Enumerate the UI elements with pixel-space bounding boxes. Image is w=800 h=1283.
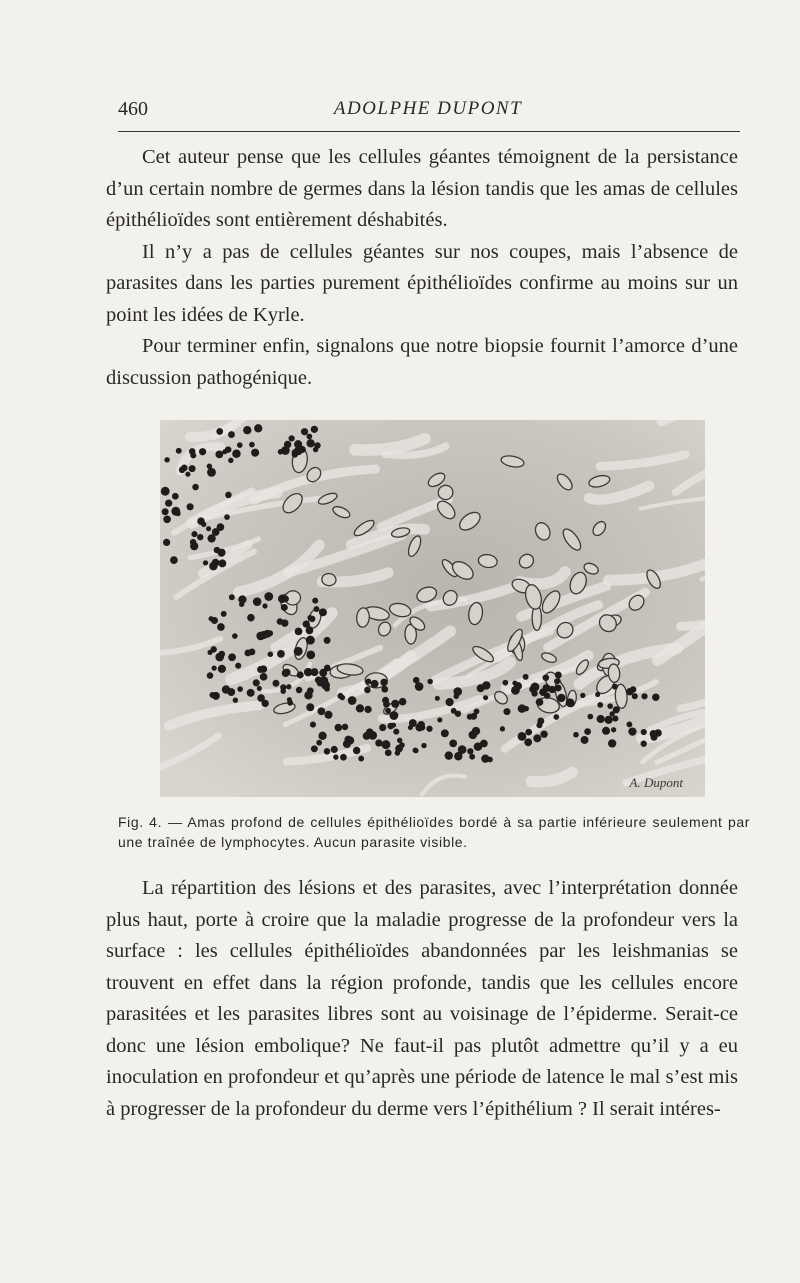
lymphocyte [190, 539, 196, 545]
lymphocyte [458, 745, 467, 754]
paragraph-giant-cells: Cet auteur pense que les cellules géantes témoignent de la persistance d’un certain nombre de germes dans la lésion tandis que les amas de cellules épithélioïdes sont entièrement déshabités. [106, 146, 738, 231]
lymphocyte [249, 442, 255, 448]
histology-illustration [160, 420, 705, 797]
lymphocyte [319, 608, 327, 616]
lymphocyte [385, 749, 392, 756]
lymphocyte [477, 684, 485, 692]
lymphocyte [197, 517, 205, 525]
lymphocyte [626, 688, 633, 695]
lymphocyte [421, 743, 426, 748]
lymphocyte [557, 694, 565, 702]
lymphocyte [216, 428, 223, 435]
lymphocyte [445, 751, 453, 759]
paragraph-pathogenic: Pour terminer enfin, signalons que notre biopsie fournit l’amorce d’une discussion pathogénique. [106, 335, 738, 389]
lymphocyte [218, 665, 226, 673]
lymphocyte [435, 696, 440, 701]
lymphocyte [306, 636, 315, 645]
lymphocyte [215, 450, 223, 458]
lymphocyte [409, 719, 417, 727]
lymphocyte [294, 647, 303, 656]
paragraph-kyrle: Il n’y a pas de cellules géantes sur nos coupes, mais l’absence de parasites dans les parties purement épithélioïdes confirme au moins sur un point les idées de Kyrle. [106, 240, 738, 326]
lymphocyte [304, 668, 312, 676]
lymphocyte [316, 740, 322, 746]
lymphocyte [287, 697, 292, 702]
paragraph-distribution: La répartition des lésions et des parasites, avec l’interprétation donnée plus haut, porte à croire que la maladie progresse de la profondeur vers la surface : les cellules épithélioïdes abandonnées par les leishmanias se trouvent en effet dans la région profonde, tandis que les cellules encore parasitées et les parasites libres sont au voisinage de l’épiderme. Serait-ce donc une lésion embolique? Ne faut-il pas plutôt admettre qu’il y a eu inoculation en profondeur et qu’après une période de latence le mal s’est mis à progresser de la profondeur du derme vers l’épithélium ? Il serait intéres- [106, 877, 738, 1120]
lymphocyte [214, 547, 221, 554]
lymphocyte [383, 701, 390, 708]
lymphocyte [397, 738, 402, 743]
lymphocyte [229, 594, 235, 600]
lymphocyte [306, 434, 312, 440]
histology-figure [160, 420, 705, 797]
lymphocyte [251, 449, 259, 457]
lymphocyte [385, 708, 391, 714]
lymphocyte [357, 704, 364, 711]
lymphocyte [277, 618, 284, 625]
lymphocyte [235, 663, 241, 669]
lymphocyte [469, 754, 475, 760]
lymphocyte [525, 729, 532, 736]
lymphocyte [540, 731, 547, 738]
lymphocyte [613, 706, 620, 713]
lymphocyte [381, 686, 388, 693]
lymphocyte [238, 595, 246, 603]
lymphocyte [224, 514, 230, 520]
lymphocyte [399, 698, 407, 706]
lymphocyte [310, 722, 316, 728]
lymphocyte [531, 683, 540, 692]
lymphocyte [260, 673, 268, 681]
lymphocyte [228, 431, 235, 438]
lymphocyte [162, 508, 169, 515]
lymphocyte [483, 695, 488, 700]
lymphocyte [446, 698, 454, 706]
lymphocyte [221, 611, 227, 617]
lymphocyte [524, 738, 532, 746]
lymphocyte [317, 707, 325, 715]
lymphocyte [612, 684, 618, 690]
lymphocyte [172, 493, 179, 500]
lymphocyte [307, 615, 312, 620]
lymphocyte [503, 708, 510, 715]
lymphocyte [523, 674, 529, 680]
lymphocyte [296, 687, 302, 693]
lymphocyte [272, 680, 279, 687]
lymphocyte [209, 562, 218, 571]
artist-signature: A. Dupont [629, 775, 683, 790]
lymphocyte [358, 756, 364, 762]
lymphocyte [415, 682, 424, 691]
lymphocyte [225, 492, 231, 498]
lymphocyte [523, 706, 529, 712]
lymphocyte [165, 500, 172, 507]
lymphocyte [295, 627, 303, 635]
lymphocyte [587, 714, 593, 720]
lymphocyte [543, 684, 551, 692]
lymphocyte [389, 711, 398, 720]
lymphocyte [281, 604, 288, 611]
lymphocyte [467, 714, 473, 720]
lymphocyte [604, 716, 612, 724]
lymphocyte [500, 726, 505, 731]
lymphocyte [257, 666, 264, 673]
lymphocyte [536, 698, 544, 706]
lymphocyte [554, 678, 560, 684]
page-number: 460 [118, 98, 148, 120]
lymphocyte [380, 679, 387, 686]
lymphocyte [612, 716, 618, 722]
lymphocyte [237, 442, 243, 448]
lymphocyte [324, 748, 331, 755]
lymphocyte [306, 703, 314, 711]
lymphocyte [237, 686, 243, 692]
lymphocyte [595, 692, 600, 697]
lymphocyte [597, 702, 603, 708]
lymphocyte [511, 686, 520, 695]
lymphocyte [333, 754, 338, 759]
lymphocyte [573, 732, 579, 738]
lymphocyte [253, 597, 262, 606]
lymphocyte [536, 722, 542, 728]
lymphocyte [170, 556, 178, 564]
lymphocyte [232, 633, 238, 639]
lymphocyte [211, 665, 216, 670]
lymphocyte [365, 679, 371, 685]
lymphocyte [364, 706, 371, 713]
lymphocyte [181, 465, 188, 472]
lymphocyte [531, 690, 537, 696]
lymphocyte [607, 703, 613, 709]
lymphocyte [267, 630, 273, 636]
lymphocyte [212, 692, 220, 700]
lymphocyte [313, 606, 319, 612]
lymphocyte [626, 721, 632, 727]
lymphocyte [472, 727, 480, 735]
lymphocyte [185, 472, 190, 477]
lymphocyte [225, 446, 232, 453]
running-title: ADOLPHE DUPONT [333, 98, 523, 119]
lymphocyte [455, 711, 461, 717]
lymphocyte [218, 559, 226, 567]
lymphocyte [297, 671, 304, 678]
figure-caption [118, 812, 750, 852]
lymphocyte [233, 698, 238, 703]
lymphocyte [164, 457, 169, 462]
lymphocyte [203, 560, 208, 565]
lymphocyte [163, 539, 170, 546]
lymphocyte [277, 650, 285, 658]
lymphocyte [288, 435, 294, 441]
running-head [118, 98, 738, 122]
lymphocyte [641, 693, 647, 699]
lymphocyte [437, 717, 442, 722]
lymphocyte [262, 603, 267, 608]
lymphocyte [207, 672, 214, 679]
lymphocyte [176, 448, 181, 453]
lymphocyte [628, 727, 636, 735]
lymphocyte [189, 465, 196, 472]
lymphocyte [311, 745, 318, 752]
lymphocyte [518, 732, 527, 741]
lymphocyte [480, 740, 488, 748]
lymphocyte [417, 721, 425, 729]
header-rule [118, 131, 740, 132]
figure-caption-text: — Amas profond de cellules épithélioïdes bordé à sa partie inférieure seulement par une traînée de lymphocytes. Aucun parasite visible. [118, 814, 750, 850]
lymphocyte [427, 679, 433, 685]
lymphocyte [375, 739, 382, 746]
lymphocyte [453, 694, 458, 699]
lymphocyte [353, 747, 360, 754]
lymphocyte [247, 614, 255, 622]
lymphocyte [555, 672, 562, 679]
lymphocyte [426, 726, 432, 732]
lymphocyte [566, 698, 575, 707]
lymphocyte [581, 736, 589, 744]
lymphocyte [247, 689, 255, 697]
lymphocyte [555, 684, 562, 691]
lymphocyte [363, 732, 371, 740]
lymphocyte [197, 534, 203, 540]
lymphocyte [611, 727, 616, 732]
lymphocyte [324, 637, 331, 644]
lymphocyte [228, 458, 233, 463]
lymphocyte [261, 700, 268, 707]
lymphocyte [282, 596, 289, 603]
lymphocyte [441, 729, 449, 737]
lymphocyte [163, 515, 171, 523]
lymphocyte [651, 734, 658, 741]
lymphocyte [337, 693, 343, 699]
lymphocyte [413, 748, 418, 753]
lymphocyte [324, 711, 332, 719]
lymphocyte [379, 724, 386, 731]
lymphocyte [286, 684, 291, 689]
lymphocyte [207, 468, 216, 477]
lymphocyte [467, 748, 473, 754]
lymphocyte [371, 680, 379, 688]
lymphocyte [608, 739, 616, 747]
lymphocyte [217, 523, 225, 531]
lymphocyte [319, 676, 328, 685]
lymphocyte [304, 691, 312, 699]
lymphocyte [294, 446, 303, 455]
lymphocyte [217, 623, 225, 631]
lymphocyte [331, 746, 338, 753]
figure-label: Fig. 4. [118, 814, 163, 830]
lymphocyte [211, 646, 217, 652]
lymphocyte [306, 650, 315, 659]
lymphocyte [652, 693, 660, 701]
lymphocyte [306, 439, 314, 447]
lymphocyte [264, 592, 273, 601]
lymphocyte [311, 426, 318, 433]
lymphocyte [211, 617, 218, 624]
lymphocyte [364, 687, 371, 694]
lymphocyte [481, 755, 489, 763]
lymphocyte [387, 723, 394, 730]
lymphocyte [199, 448, 206, 455]
lymphocyte [244, 650, 251, 657]
lymphocyte [282, 669, 290, 677]
lymphocyte [395, 750, 401, 756]
lymphocyte [191, 531, 197, 537]
lymphocyte [278, 449, 284, 455]
lymphocyte [187, 503, 194, 510]
lymphocyte [318, 732, 326, 740]
lymphocyte [597, 715, 605, 723]
lymphocyte [502, 680, 508, 686]
top-text-block [106, 142, 738, 394]
lymphocyte [553, 714, 559, 720]
lymphocyte [161, 487, 170, 496]
lymphocyte [254, 424, 262, 432]
lymphocyte [207, 534, 215, 542]
lymphocyte [580, 693, 585, 698]
lymphocyte [257, 686, 262, 691]
lymphocyte [324, 665, 331, 672]
lymphocyte [280, 688, 286, 694]
lymphocyte [268, 652, 274, 658]
lymphocyte [381, 740, 390, 749]
lymphocyte [324, 686, 330, 692]
lymphocyte [228, 653, 236, 661]
lymphocyte [232, 450, 241, 459]
lymphocyte [340, 754, 347, 761]
lymphocyte [192, 484, 199, 491]
lymphocyte [584, 728, 591, 735]
lymphocyte [335, 724, 343, 732]
lymphocyte [206, 526, 211, 531]
lymphocyte [312, 598, 318, 604]
lymphocyte [449, 739, 457, 747]
lymphocyte [544, 693, 550, 699]
lymphocyte [218, 651, 225, 658]
lymphocyte [474, 709, 480, 715]
lymphocyte [602, 727, 610, 735]
lymphocyte [313, 447, 319, 453]
lymphocyte [641, 741, 647, 747]
lymphocyte [342, 724, 349, 731]
lymphocyte [393, 729, 399, 735]
lymphocyte [253, 679, 260, 686]
lymphocyte [303, 620, 310, 627]
lymphocyte [343, 740, 351, 748]
lymphocyte [227, 688, 235, 696]
lymphocyte [391, 700, 399, 708]
lymphocyte [542, 674, 549, 681]
lymphocyte [301, 428, 308, 435]
bottom-text-block [106, 873, 738, 1125]
lymphocyte [190, 452, 196, 458]
lymphocyte [243, 426, 251, 434]
lymphocyte [348, 696, 357, 705]
lymphocyte [175, 511, 180, 516]
lymphocyte [641, 729, 647, 735]
lymphocyte [533, 734, 541, 742]
